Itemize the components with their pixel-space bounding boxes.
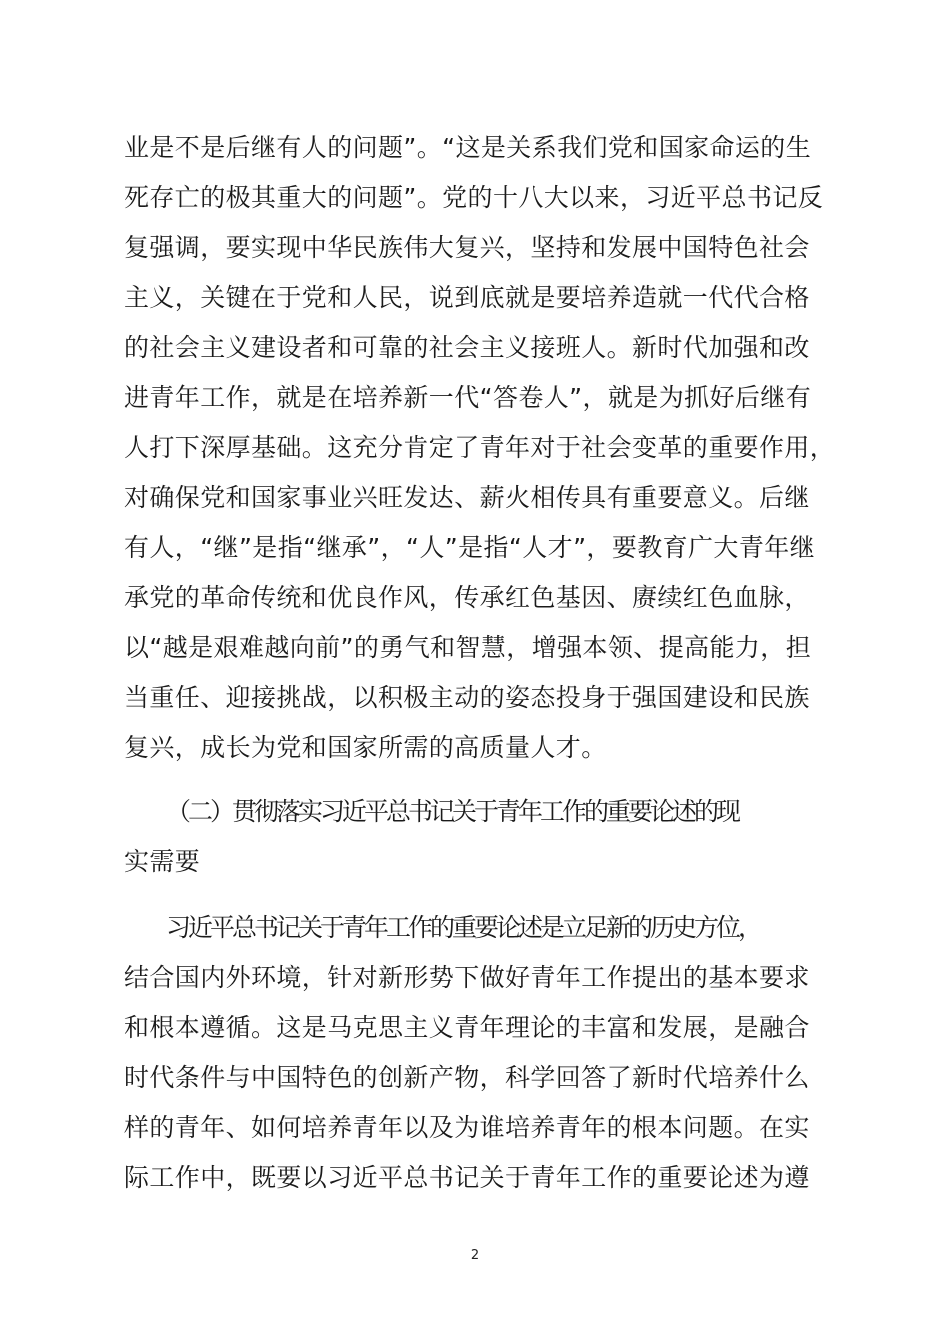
text-line: 以“越是艰难越向前”的勇气和智慧，增强本领、提高能力，担 — [124, 633, 812, 662]
text-line: 业是不是后继有人的问题”。“这是关系我们党和国家命运的生 — [124, 133, 812, 162]
text-line: 样的青年、如何培养青年以及为谁培养青年的根本问题。在实 — [124, 1113, 810, 1142]
heading-line: 实需要 — [124, 847, 201, 876]
text-line: 复强调，要实现中华民族伟大复兴，坚持和发展中国特色社会 — [124, 233, 810, 262]
text-line: 对确保党和国家事业兴旺发达、薪火相传具有重要意义。后继 — [124, 483, 810, 512]
text-line: 时代条件与中国特色的创新产物，科学回答了新时代培养什么 — [124, 1063, 810, 1092]
text-line: 结合国内外环境，针对新形势下做好青年工作提出的基本要求 — [124, 963, 810, 992]
text-line: 和根本遵循。这是马克思主义青年理论的丰富和发展，是融合 — [124, 1013, 810, 1042]
text-line: 主义，关键在于党和人民，说到底就是要培养造就一代代合格 — [124, 283, 810, 312]
text-line: 承党的革命传统和优良作风，传承红色基因、赓续红色血脉， — [124, 583, 810, 612]
text-line: 的社会主义建设者和可靠的社会主义接班人。新时代加强和改 — [124, 333, 810, 362]
text-line: 有人，“继”是指“继承”，“人”是指“人才”，要教育广大青年继 — [124, 533, 816, 562]
page-number: 2 — [470, 1248, 480, 1263]
text-line: 死存亡的极其重大的问题”。党的十八大以来，习近平总书记反 — [124, 183, 824, 212]
text-line: 进青年工作，就是在培养新一代“答卷人”，就是为抓好后继有 — [124, 383, 812, 412]
text-line: 人打下深厚基础。这充分肯定了青年对于社会变革的重要作用， — [124, 433, 836, 462]
text-line: 当重任、迎接挑战，以积极主动的姿态投身于强国建设和民族 — [124, 683, 810, 712]
text-line: 际工作中，既要以习近平总书记关于青年工作的重要论述为遵 — [124, 1163, 810, 1192]
text-line: 复兴，成长为党和国家所需的高质量人才。 — [124, 733, 607, 762]
heading-line: （二）贯彻落实习近平总书记关于青年工作的重要论述的现 — [166, 797, 739, 826]
text-line: 习近平总书记关于青年工作的重要论述是立足新的历史方位， — [166, 913, 761, 942]
